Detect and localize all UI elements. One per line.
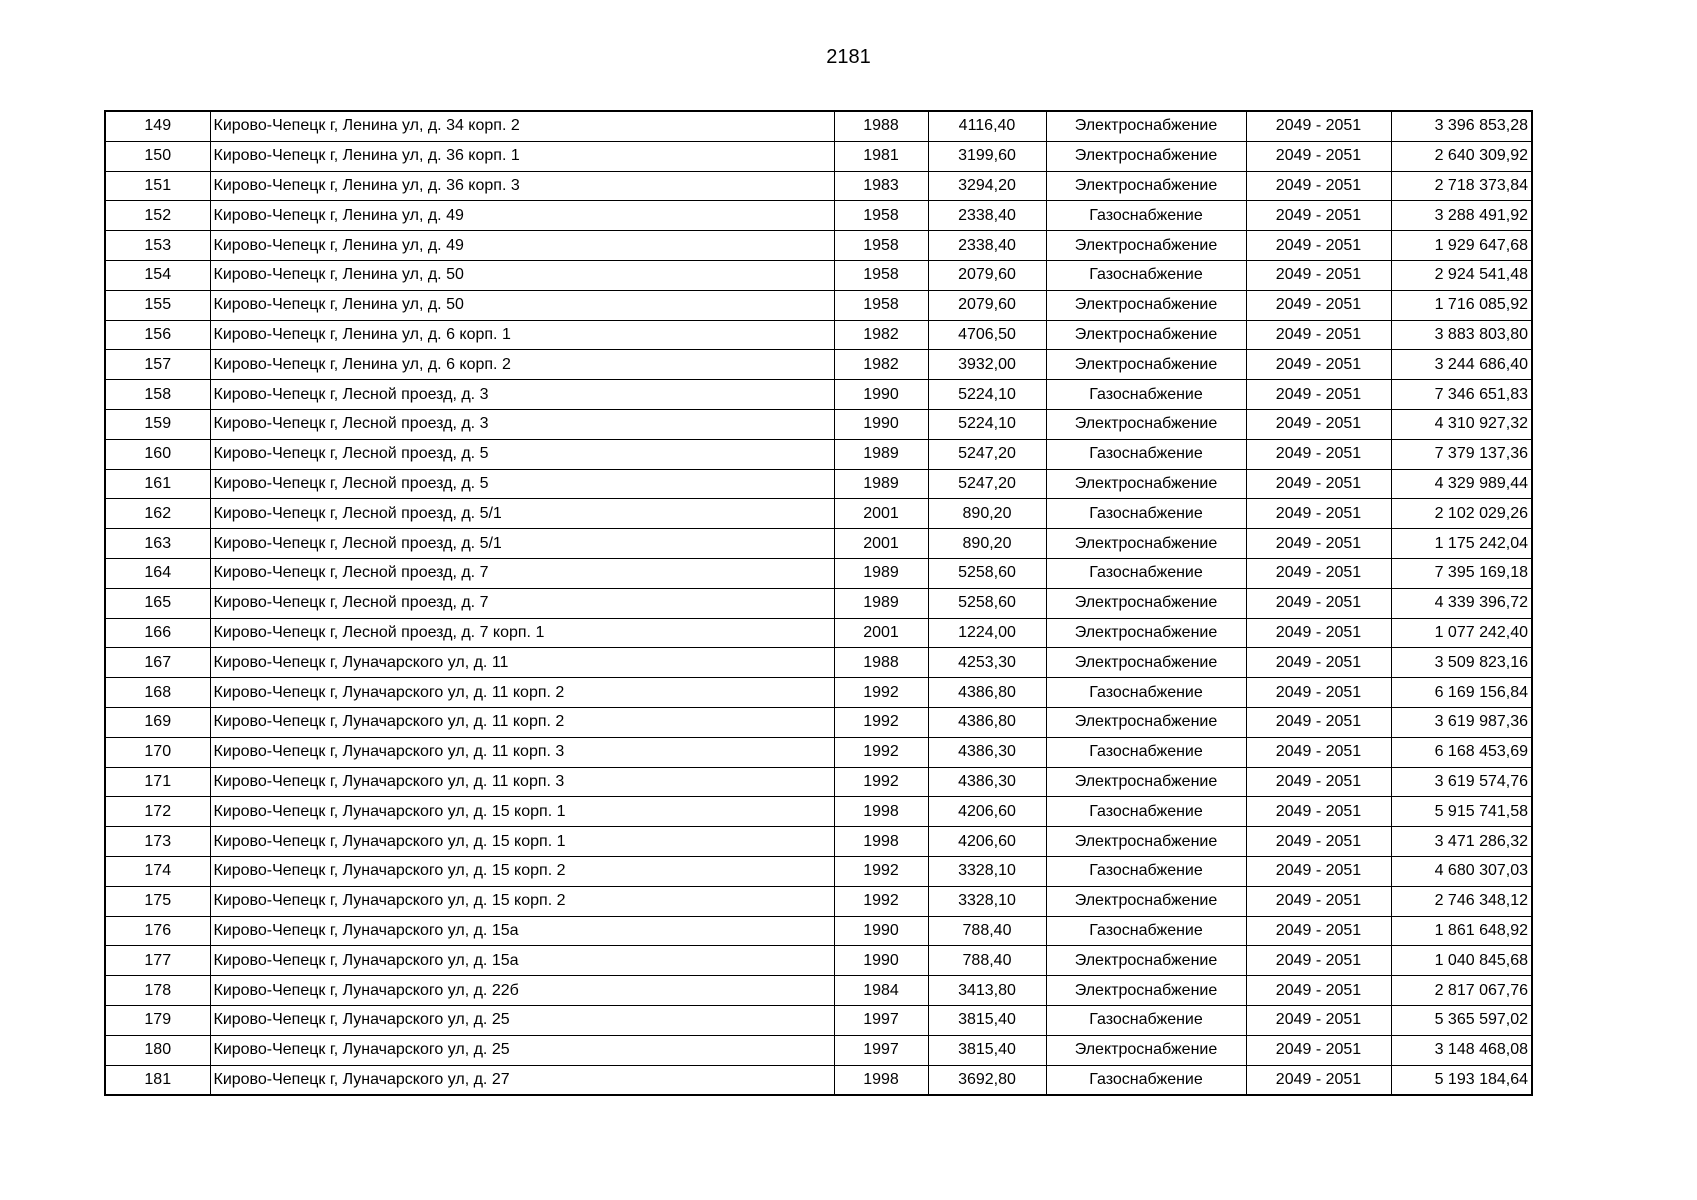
- service-type-cell: Газоснабжение: [1046, 678, 1246, 708]
- address-cell: Кирово-Чепецк г, Ленина ул, д. 6 корп. 1: [210, 320, 834, 350]
- table-row: [105, 439, 1532, 469]
- row-number-cell: 181: [105, 1065, 210, 1095]
- year-cell: 1992: [834, 678, 928, 708]
- year-cell: 1982: [834, 320, 928, 350]
- cost-cell: 3 471 286,32: [1391, 827, 1532, 857]
- area-cell: 5224,10: [928, 380, 1046, 410]
- address-cell: Кирово-Чепецк г, Луначарского ул, д. 15а: [210, 946, 834, 976]
- cost-cell: 1 077 242,40: [1391, 618, 1532, 648]
- year-cell: 1997: [834, 1005, 928, 1035]
- cost-cell: 4 339 396,72: [1391, 588, 1532, 618]
- cost-cell: 3 619 574,76: [1391, 767, 1532, 797]
- year-cell: 1989: [834, 469, 928, 499]
- table-row: [105, 499, 1532, 529]
- area-cell: 4386,30: [928, 737, 1046, 767]
- service-type-cell: Электроснабжение: [1046, 350, 1246, 380]
- area-cell: 890,20: [928, 529, 1046, 559]
- cost-cell: 1 175 242,04: [1391, 529, 1532, 559]
- address-cell: Кирово-Чепецк г, Ленина ул, д. 50: [210, 290, 834, 320]
- row-number-cell: 180: [105, 1035, 210, 1065]
- year-cell: 1992: [834, 886, 928, 916]
- row-number-cell: 154: [105, 260, 210, 290]
- period-cell: 2049 - 2051: [1246, 797, 1391, 827]
- area-cell: 2338,40: [928, 231, 1046, 261]
- service-type-cell: Газоснабжение: [1046, 499, 1246, 529]
- year-cell: 1992: [834, 737, 928, 767]
- table-row: [105, 111, 1532, 141]
- area-cell: 2079,60: [928, 290, 1046, 320]
- table-row: [105, 886, 1532, 916]
- address-cell: Кирово-Чепецк г, Луначарского ул, д. 11 корп. 2: [210, 678, 834, 708]
- table-row: [105, 469, 1532, 499]
- cost-cell: 3 619 987,36: [1391, 707, 1532, 737]
- area-cell: 4206,60: [928, 797, 1046, 827]
- period-cell: 2049 - 2051: [1246, 1035, 1391, 1065]
- period-cell: 2049 - 2051: [1246, 469, 1391, 499]
- area-cell: 2079,60: [928, 260, 1046, 290]
- cost-cell: 7 379 137,36: [1391, 439, 1532, 469]
- table-row: [105, 1005, 1532, 1035]
- cost-cell: 2 746 348,12: [1391, 886, 1532, 916]
- row-number-cell: 179: [105, 1005, 210, 1035]
- year-cell: 1988: [834, 648, 928, 678]
- address-cell: Кирово-Чепецк г, Лесной проезд, д. 7 корп. 1: [210, 618, 834, 648]
- area-cell: 4386,80: [928, 707, 1046, 737]
- address-cell: Кирово-Чепецк г, Лесной проезд, д. 3: [210, 409, 834, 439]
- cost-cell: 7 395 169,18: [1391, 558, 1532, 588]
- address-cell: Кирово-Чепецк г, Ленина ул, д. 50: [210, 260, 834, 290]
- year-cell: 1958: [834, 260, 928, 290]
- address-cell: Кирово-Чепецк г, Ленина ул, д. 49: [210, 231, 834, 261]
- area-cell: 3692,80: [928, 1065, 1046, 1095]
- area-cell: 3815,40: [928, 1035, 1046, 1065]
- period-cell: 2049 - 2051: [1246, 916, 1391, 946]
- page-number: 2181: [826, 46, 871, 68]
- address-cell: Кирово-Чепецк г, Луначарского ул, д. 22б: [210, 976, 834, 1006]
- table-row: [105, 737, 1532, 767]
- period-cell: 2049 - 2051: [1246, 529, 1391, 559]
- table-row: [105, 767, 1532, 797]
- address-cell: Кирово-Чепецк г, Луначарского ул, д. 27: [210, 1065, 834, 1095]
- period-cell: 2049 - 2051: [1246, 827, 1391, 857]
- cost-cell: 3 244 686,40: [1391, 350, 1532, 380]
- address-cell: Кирово-Чепецк г, Луначарского ул, д. 15 корп. 1: [210, 827, 834, 857]
- address-cell: Кирово-Чепецк г, Ленина ул, д. 36 корп. 1: [210, 141, 834, 171]
- cost-cell: 4 329 989,44: [1391, 469, 1532, 499]
- table-row: [105, 290, 1532, 320]
- service-type-cell: Электроснабжение: [1046, 886, 1246, 916]
- address-cell: Кирово-Чепецк г, Луначарского ул, д. 15 корп. 2: [210, 856, 834, 886]
- cost-cell: 1 040 845,68: [1391, 946, 1532, 976]
- period-cell: 2049 - 2051: [1246, 171, 1391, 201]
- cost-cell: 4 310 927,32: [1391, 409, 1532, 439]
- area-cell: 5224,10: [928, 409, 1046, 439]
- cost-cell: 1 929 647,68: [1391, 231, 1532, 261]
- address-cell: Кирово-Чепецк г, Луначарского ул, д. 11 корп. 3: [210, 767, 834, 797]
- year-cell: 1998: [834, 1065, 928, 1095]
- area-cell: 4386,80: [928, 678, 1046, 708]
- year-cell: 2001: [834, 618, 928, 648]
- year-cell: 1990: [834, 409, 928, 439]
- row-number-cell: 152: [105, 201, 210, 231]
- period-cell: 2049 - 2051: [1246, 320, 1391, 350]
- period-cell: 2049 - 2051: [1246, 946, 1391, 976]
- period-cell: 2049 - 2051: [1246, 976, 1391, 1006]
- cost-cell: 3 288 491,92: [1391, 201, 1532, 231]
- row-number-cell: 172: [105, 797, 210, 827]
- row-number-cell: 166: [105, 618, 210, 648]
- cost-cell: 3 883 803,80: [1391, 320, 1532, 350]
- area-cell: 3328,10: [928, 856, 1046, 886]
- period-cell: 2049 - 2051: [1246, 1005, 1391, 1035]
- year-cell: 2001: [834, 499, 928, 529]
- address-cell: Кирово-Чепецк г, Лесной проезд, д. 5/1: [210, 499, 834, 529]
- row-number-cell: 162: [105, 499, 210, 529]
- row-number-cell: 155: [105, 290, 210, 320]
- year-cell: 1989: [834, 588, 928, 618]
- table-row: [105, 856, 1532, 886]
- cost-cell: 6 168 453,69: [1391, 737, 1532, 767]
- cost-cell: 3 396 853,28: [1391, 111, 1532, 141]
- area-cell: 5247,20: [928, 439, 1046, 469]
- period-cell: 2049 - 2051: [1246, 499, 1391, 529]
- row-number-cell: 178: [105, 976, 210, 1006]
- cost-cell: 6 169 156,84: [1391, 678, 1532, 708]
- address-cell: Кирово-Чепецк г, Лесной проезд, д. 5: [210, 439, 834, 469]
- row-number-cell: 161: [105, 469, 210, 499]
- cost-cell: 1 861 648,92: [1391, 916, 1532, 946]
- service-type-cell: Электроснабжение: [1046, 648, 1246, 678]
- service-type-cell: Электроснабжение: [1046, 171, 1246, 201]
- address-cell: Кирово-Чепецк г, Луначарского ул, д. 25: [210, 1035, 834, 1065]
- row-number-cell: 149: [105, 111, 210, 141]
- address-cell: Кирово-Чепецк г, Луначарского ул, д. 11 корп. 3: [210, 737, 834, 767]
- row-number-cell: 165: [105, 588, 210, 618]
- table-row: [105, 558, 1532, 588]
- table-row: [105, 380, 1532, 410]
- table-row: [105, 260, 1532, 290]
- address-cell: Кирово-Чепецк г, Ленина ул, д. 49: [210, 201, 834, 231]
- service-type-cell: Электроснабжение: [1046, 1035, 1246, 1065]
- period-cell: 2049 - 2051: [1246, 260, 1391, 290]
- cost-cell: 7 346 651,83: [1391, 380, 1532, 410]
- row-number-cell: 156: [105, 320, 210, 350]
- row-number-cell: 158: [105, 380, 210, 410]
- year-cell: 1990: [834, 916, 928, 946]
- row-number-cell: 173: [105, 827, 210, 857]
- area-cell: 1224,00: [928, 618, 1046, 648]
- address-cell: Кирово-Чепецк г, Луначарского ул, д. 15а: [210, 916, 834, 946]
- service-type-cell: Газоснабжение: [1046, 558, 1246, 588]
- cost-cell: 5 193 184,64: [1391, 1065, 1532, 1095]
- period-cell: 2049 - 2051: [1246, 231, 1391, 261]
- address-cell: Кирово-Чепецк г, Лесной проезд, д. 7: [210, 558, 834, 588]
- year-cell: 1990: [834, 380, 928, 410]
- area-cell: 4206,60: [928, 827, 1046, 857]
- cost-cell: 1 716 085,92: [1391, 290, 1532, 320]
- period-cell: 2049 - 2051: [1246, 558, 1391, 588]
- table-row: [105, 797, 1532, 827]
- service-type-cell: Электроснабжение: [1046, 409, 1246, 439]
- cost-cell: 2 102 029,26: [1391, 499, 1532, 529]
- table-row: [105, 618, 1532, 648]
- service-type-cell: Газоснабжение: [1046, 260, 1246, 290]
- year-cell: 1983: [834, 171, 928, 201]
- row-number-cell: 151: [105, 171, 210, 201]
- area-cell: 4253,30: [928, 648, 1046, 678]
- address-cell: Кирово-Чепецк г, Лесной проезд, д. 5/1: [210, 529, 834, 559]
- service-type-cell: Газоснабжение: [1046, 856, 1246, 886]
- row-number-cell: 150: [105, 141, 210, 171]
- area-cell: 788,40: [928, 946, 1046, 976]
- address-cell: Кирово-Чепецк г, Луначарского ул, д. 15 корп. 2: [210, 886, 834, 916]
- period-cell: 2049 - 2051: [1246, 141, 1391, 171]
- cost-cell: 2 718 373,84: [1391, 171, 1532, 201]
- cost-cell: 5 915 741,58: [1391, 797, 1532, 827]
- area-cell: 3199,60: [928, 141, 1046, 171]
- table-row: [105, 976, 1532, 1006]
- cost-cell: 3 509 823,16: [1391, 648, 1532, 678]
- area-cell: 4706,50: [928, 320, 1046, 350]
- area-cell: 4386,30: [928, 767, 1046, 797]
- service-type-cell: Электроснабжение: [1046, 529, 1246, 559]
- address-cell: Кирово-Чепецк г, Лесной проезд, д. 3: [210, 380, 834, 410]
- period-cell: 2049 - 2051: [1246, 588, 1391, 618]
- year-cell: 1990: [834, 946, 928, 976]
- row-number-cell: 153: [105, 231, 210, 261]
- table-row: [105, 529, 1532, 559]
- period-cell: 2049 - 2051: [1246, 1065, 1391, 1095]
- table-row: [105, 1065, 1532, 1095]
- address-cell: Кирово-Чепецк г, Луначарского ул, д. 11 корп. 2: [210, 707, 834, 737]
- service-type-cell: Электроснабжение: [1046, 767, 1246, 797]
- year-cell: 2001: [834, 529, 928, 559]
- row-number-cell: 170: [105, 737, 210, 767]
- year-cell: 1958: [834, 290, 928, 320]
- service-type-cell: Газоснабжение: [1046, 1005, 1246, 1035]
- address-cell: Кирово-Чепецк г, Ленина ул, д. 6 корп. 2: [210, 350, 834, 380]
- period-cell: 2049 - 2051: [1246, 648, 1391, 678]
- year-cell: 1998: [834, 797, 928, 827]
- service-type-cell: Электроснабжение: [1046, 141, 1246, 171]
- period-cell: 2049 - 2051: [1246, 350, 1391, 380]
- service-type-cell: Электроснабжение: [1046, 231, 1246, 261]
- table-row: [105, 409, 1532, 439]
- row-number-cell: 164: [105, 558, 210, 588]
- service-type-cell: Газоснабжение: [1046, 439, 1246, 469]
- cost-cell: 3 148 468,08: [1391, 1035, 1532, 1065]
- address-cell: Кирово-Чепецк г, Ленина ул, д. 34 корп. 2: [210, 111, 834, 141]
- year-cell: 1981: [834, 141, 928, 171]
- row-number-cell: 163: [105, 529, 210, 559]
- service-type-cell: Электроснабжение: [1046, 111, 1246, 141]
- service-type-cell: Газоснабжение: [1046, 380, 1246, 410]
- address-cell: Кирово-Чепецк г, Лесной проезд, д. 5: [210, 469, 834, 499]
- table-row: [105, 916, 1532, 946]
- cost-cell: 2 924 541,48: [1391, 260, 1532, 290]
- table-row: [105, 588, 1532, 618]
- table-row: [105, 320, 1532, 350]
- period-cell: 2049 - 2051: [1246, 856, 1391, 886]
- service-type-cell: Газоснабжение: [1046, 797, 1246, 827]
- table-row: [105, 201, 1532, 231]
- row-number-cell: 177: [105, 946, 210, 976]
- service-type-cell: Электроснабжение: [1046, 946, 1246, 976]
- table-row: [105, 678, 1532, 708]
- area-cell: 5258,60: [928, 558, 1046, 588]
- table-row: [105, 171, 1532, 201]
- row-number-cell: 171: [105, 767, 210, 797]
- year-cell: 1992: [834, 707, 928, 737]
- address-cell: Кирово-Чепецк г, Луначарского ул, д. 25: [210, 1005, 834, 1035]
- table-row: [105, 648, 1532, 678]
- period-cell: 2049 - 2051: [1246, 618, 1391, 648]
- period-cell: 2049 - 2051: [1246, 886, 1391, 916]
- row-number-cell: 160: [105, 439, 210, 469]
- year-cell: 1989: [834, 439, 928, 469]
- row-number-cell: 175: [105, 886, 210, 916]
- address-cell: Кирово-Чепецк г, Луначарского ул, д. 11: [210, 648, 834, 678]
- period-cell: 2049 - 2051: [1246, 737, 1391, 767]
- area-cell: 3815,40: [928, 1005, 1046, 1035]
- area-cell: 5258,60: [928, 588, 1046, 618]
- row-number-cell: 167: [105, 648, 210, 678]
- period-cell: 2049 - 2051: [1246, 678, 1391, 708]
- registry-table: [104, 110, 1533, 1096]
- service-type-cell: Электроснабжение: [1046, 588, 1246, 618]
- address-cell: Кирово-Чепецк г, Луначарского ул, д. 15 корп. 1: [210, 797, 834, 827]
- area-cell: 2338,40: [928, 201, 1046, 231]
- year-cell: 1992: [834, 856, 928, 886]
- area-cell: 3328,10: [928, 886, 1046, 916]
- row-number-cell: 176: [105, 916, 210, 946]
- period-cell: 2049 - 2051: [1246, 380, 1391, 410]
- year-cell: 1982: [834, 350, 928, 380]
- table-row: [105, 946, 1532, 976]
- area-cell: 788,40: [928, 916, 1046, 946]
- table-row: [105, 231, 1532, 261]
- service-type-cell: Электроснабжение: [1046, 290, 1246, 320]
- period-cell: 2049 - 2051: [1246, 201, 1391, 231]
- row-number-cell: 157: [105, 350, 210, 380]
- period-cell: 2049 - 2051: [1246, 707, 1391, 737]
- year-cell: 1997: [834, 1035, 928, 1065]
- service-type-cell: Газоснабжение: [1046, 737, 1246, 767]
- service-type-cell: Электроснабжение: [1046, 469, 1246, 499]
- period-cell: 2049 - 2051: [1246, 767, 1391, 797]
- service-type-cell: Газоснабжение: [1046, 201, 1246, 231]
- period-cell: 2049 - 2051: [1246, 290, 1391, 320]
- year-cell: 1992: [834, 767, 928, 797]
- area-cell: 4116,40: [928, 111, 1046, 141]
- table-row: [105, 827, 1532, 857]
- cost-cell: 2 817 067,76: [1391, 976, 1532, 1006]
- row-number-cell: 169: [105, 707, 210, 737]
- area-cell: 3294,20: [928, 171, 1046, 201]
- cost-cell: 2 640 309,92: [1391, 141, 1532, 171]
- row-number-cell: 159: [105, 409, 210, 439]
- area-cell: 3413,80: [928, 976, 1046, 1006]
- service-type-cell: Электроснабжение: [1046, 976, 1246, 1006]
- table-row: [105, 141, 1532, 171]
- service-type-cell: Газоснабжение: [1046, 916, 1246, 946]
- area-cell: 890,20: [928, 499, 1046, 529]
- year-cell: 1958: [834, 201, 928, 231]
- service-type-cell: Электроснабжение: [1046, 320, 1246, 350]
- year-cell: 1984: [834, 976, 928, 1006]
- period-cell: 2049 - 2051: [1246, 409, 1391, 439]
- table-body: [105, 111, 1532, 1095]
- service-type-cell: Газоснабжение: [1046, 1065, 1246, 1095]
- period-cell: 2049 - 2051: [1246, 439, 1391, 469]
- service-type-cell: Электроснабжение: [1046, 827, 1246, 857]
- address-cell: Кирово-Чепецк г, Ленина ул, д. 36 корп. 3: [210, 171, 834, 201]
- area-cell: 5247,20: [928, 469, 1046, 499]
- cost-cell: 5 365 597,02: [1391, 1005, 1532, 1035]
- year-cell: 1988: [834, 111, 928, 141]
- table-row: [105, 707, 1532, 737]
- year-cell: 1998: [834, 827, 928, 857]
- period-cell: 2049 - 2051: [1246, 111, 1391, 141]
- service-type-cell: Электроснабжение: [1046, 618, 1246, 648]
- cost-cell: 4 680 307,03: [1391, 856, 1532, 886]
- year-cell: 1958: [834, 231, 928, 261]
- address-cell: Кирово-Чепецк г, Лесной проезд, д. 7: [210, 588, 834, 618]
- year-cell: 1989: [834, 558, 928, 588]
- table-row: [105, 1035, 1532, 1065]
- service-type-cell: Электроснабжение: [1046, 707, 1246, 737]
- table-row: [105, 350, 1532, 380]
- area-cell: 3932,00: [928, 350, 1046, 380]
- row-number-cell: 168: [105, 678, 210, 708]
- row-number-cell: 174: [105, 856, 210, 886]
